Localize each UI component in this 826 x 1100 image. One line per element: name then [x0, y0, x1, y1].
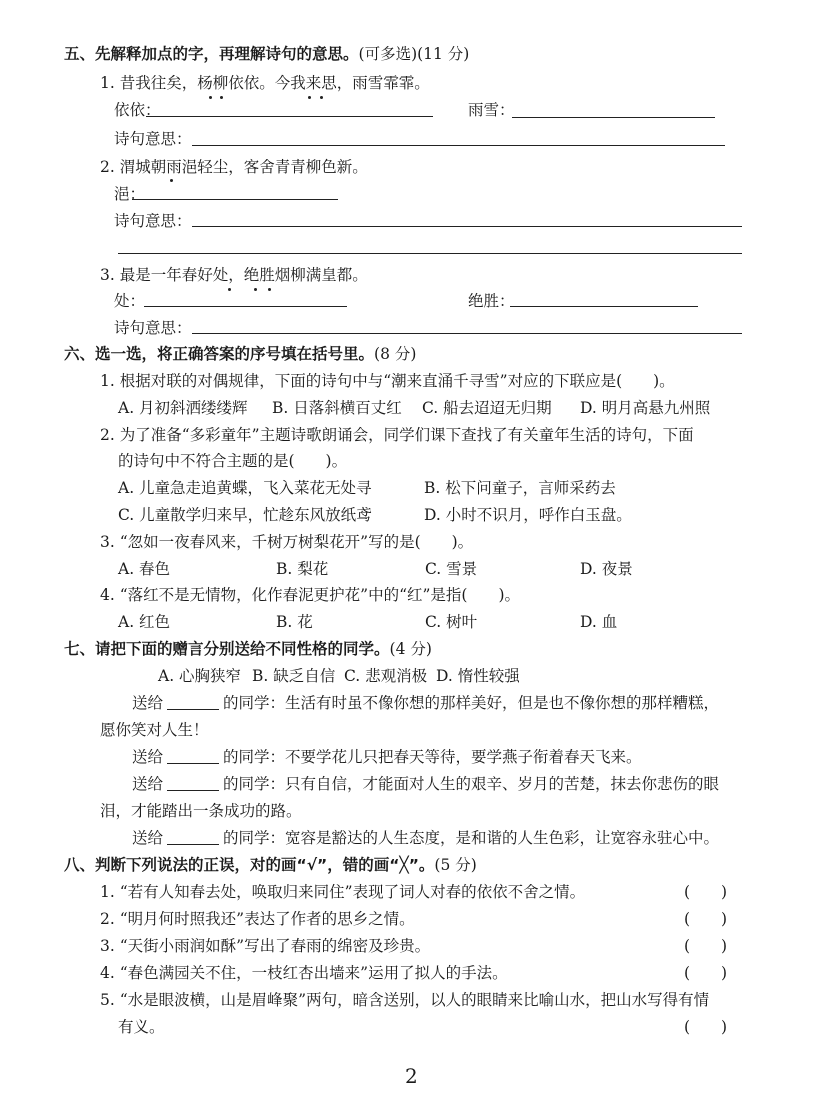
s8-item-1-answer[interactable]: ( )	[684, 883, 728, 901]
s6-q2-option-c[interactable]: C. 儿童散学归来早，忙趁东风放纸鸢	[118, 506, 372, 524]
section-6-title-text: 六、选一选，将正确答案的序号填在括号里。	[64, 345, 375, 363]
s6-q2-text-line2: 的诗句中不符合主题的是( )。	[118, 452, 348, 470]
s5-q1-label-meaning: 诗句意思：	[114, 130, 192, 148]
emphasis-dot	[220, 96, 223, 99]
s6-q4-option-a[interactable]: A. 红色	[118, 613, 171, 631]
s7-option-c: C. 悲观消极	[344, 667, 428, 685]
s8-item-3: 3. “天街小雨润如酥”写出了春雨的绵密及珍贵。	[100, 937, 431, 955]
s5-q1-label-yuxue: 雨雪：	[468, 101, 515, 119]
section-8-title	[64, 855, 477, 875]
send-label: 送给	[132, 694, 164, 712]
section-6-title	[64, 344, 416, 364]
s6-q3-option-d[interactable]: D. 夜景	[580, 560, 633, 578]
s5-q1-answer-meaning[interactable]	[192, 145, 725, 146]
section-7-points: (4 分)	[389, 640, 432, 658]
s7-item-4	[132, 828, 719, 848]
s7-item-1-blank[interactable]	[167, 693, 219, 710]
section-6-points: (8 分)	[374, 345, 417, 363]
s6-q1-option-d[interactable]: D. 明月高悬九州照	[580, 399, 711, 417]
s7-item-2-text: 的同学：不要学花儿只把春天等待，要学燕子衔着春天飞来。	[223, 748, 642, 766]
s8-item-4-answer[interactable]: ( )	[684, 964, 728, 982]
s6-q2-text-line1: 2. 为了准备“多彩童年”主题诗歌朗诵会，同学们课下查找了有关童年生活的诗句，下面	[100, 426, 694, 444]
s5-q2-answer-meaning-2[interactable]	[118, 253, 742, 254]
s8-item-2-answer[interactable]: ( )	[684, 910, 728, 928]
s7-option-b: B. 缺乏自信	[252, 667, 336, 685]
s6-q1-text: 1. 根据对联的对偶规律，下面的诗句中与“潮来直涌千寻雪”对应的下联应是( )。	[100, 372, 675, 390]
s7-item-2	[132, 747, 642, 767]
s5-q3-answer-meaning[interactable]	[192, 333, 742, 334]
page-number: 2	[405, 1064, 418, 1088]
s7-item-2-blank[interactable]	[167, 747, 219, 764]
s7-item-1-line2: 愿你笑对人生！	[100, 721, 209, 739]
s8-item-5-answer[interactable]: ( )	[684, 1018, 728, 1036]
s5-q2-text: 2. 渭城朝雨浥轻尘，客舍青青柳色新。	[100, 158, 368, 176]
s8-item-1: 1. “若有人知春去处，唤取归来同住”表现了词人对春的依依不舍之情。	[100, 883, 586, 901]
s6-q4-text: 4. “落红不是无情物，化作春泥更护花”中的“红”是指( )。	[100, 586, 521, 604]
s5-q3-answer-juesheng[interactable]	[510, 306, 698, 307]
s6-q4-option-c[interactable]: C. 树叶	[425, 613, 478, 631]
s7-item-1	[132, 693, 719, 713]
s6-q3-text: 3. “忽如一夜春风来，千树万树梨花开”写的是( )。	[100, 533, 474, 551]
s6-q3-option-b[interactable]: B. 梨花	[276, 560, 329, 578]
s6-q1-option-c[interactable]: C. 船去迢迢无归期	[422, 399, 552, 417]
s7-item-4-text: 的同学：宽容是豁达的人生态度，是和谐的人生色彩，让宽容永驻心中。	[223, 829, 720, 847]
s6-q2-option-d[interactable]: D. 小时不识月，呼作白玉盘。	[424, 506, 632, 524]
s6-q2-option-b[interactable]: B. 松下问童子，言师采药去	[424, 479, 616, 497]
emphasis-dot	[209, 96, 212, 99]
s5-q3-text: 3. 最是一年春好处，绝胜烟柳满皇都。	[100, 266, 368, 284]
s7-item-3	[132, 774, 719, 794]
s7-item-1-text: 的同学：生活有时虽不像你想的那样美好，但是也不像你想的那样糟糕，	[223, 694, 720, 712]
s5-q2-label-meaning: 诗句意思：	[114, 212, 192, 230]
s7-item-3-line2: 泪，才能踏出一条成功的路。	[100, 802, 302, 820]
emphasis-dot	[308, 96, 311, 99]
s8-item-3-answer[interactable]: ( )	[684, 937, 728, 955]
s8-item-5: 5. “水是眼波横，山是眉峰聚”两句，暗含送别，以人的眼睛来比喻山水，把山水写得有情	[100, 991, 710, 1009]
section-5-points: (可多选)(11 分)	[358, 45, 470, 63]
send-label: 送给	[132, 748, 164, 766]
s7-item-4-blank[interactable]	[167, 828, 219, 845]
s5-q1-answer-yiyi[interactable]	[146, 116, 433, 117]
s5-q3-answer-chu[interactable]	[144, 306, 347, 307]
section-5-title-text: 五、先解释加点的字，再理解诗句的意思。	[64, 45, 359, 63]
s7-item-3-blank[interactable]	[167, 774, 219, 791]
emphasis-dot	[228, 288, 231, 291]
s5-q1-label-yiyi: 依依：	[114, 101, 161, 119]
section-8-points: (5 分)	[434, 856, 477, 874]
s7-item-3-text: 的同学：只有自信，才能面对人生的艰辛、岁月的苦楚，抹去你悲伤的眼	[223, 775, 720, 793]
s8-item-2: 2. “明月何时照我还”表达了作者的思乡之情。	[100, 910, 415, 928]
section-7-title	[64, 639, 432, 659]
s5-q2-label-yi: 浥：	[114, 185, 146, 203]
s8-item-4: 4. “春色满园关不住，一枝红杏出墙来”运用了拟人的手法。	[100, 964, 508, 982]
s5-q2-answer-yi[interactable]	[132, 199, 338, 200]
emphasis-dot	[170, 179, 173, 182]
section-7-title-text: 七、请把下面的赠言分别送给不同性格的同学。	[64, 640, 390, 658]
s6-q1-option-a[interactable]: A. 月初斜洒缕缕辉	[118, 399, 248, 417]
s5-q3-label-chu: 处：	[114, 292, 146, 310]
emphasis-dot	[254, 288, 257, 291]
s5-q1-text: 1. 昔我往矣，杨柳依依。今我来思，雨雪霏霏。	[100, 74, 430, 92]
s6-q3-option-a[interactable]: A. 春色	[118, 560, 171, 578]
s7-option-d: D. 惰性较强	[436, 667, 520, 685]
s5-q3-label-meaning: 诗句意思：	[114, 319, 192, 337]
s5-q2-answer-meaning-1[interactable]	[192, 226, 742, 227]
send-label: 送给	[132, 829, 164, 847]
s7-option-a: A. 心胸狭窄	[158, 667, 242, 685]
section-5-title	[64, 44, 469, 64]
s6-q2-option-a[interactable]: A. 儿童急走追黄蝶，飞入菜花无处寻	[118, 479, 372, 497]
send-label: 送给	[132, 775, 164, 793]
s6-q4-option-b[interactable]: B. 花	[276, 613, 313, 631]
s6-q3-option-c[interactable]: C. 雪景	[425, 560, 478, 578]
emphasis-dot	[320, 96, 323, 99]
s8-item-5-line2: 有义。	[118, 1018, 165, 1036]
section-8-title-text: 八、判断下列说法的正误，对的画“√”，错的画“╳”。	[64, 856, 435, 874]
s6-q1-option-b[interactable]: B. 日落斜横百丈红	[272, 399, 402, 417]
emphasis-dot	[268, 288, 271, 291]
s5-q3-label-juesheng: 绝胜：	[468, 292, 515, 310]
s6-q4-option-d[interactable]: D. 血	[580, 613, 618, 631]
s5-q1-answer-yuxue[interactable]	[512, 117, 715, 118]
